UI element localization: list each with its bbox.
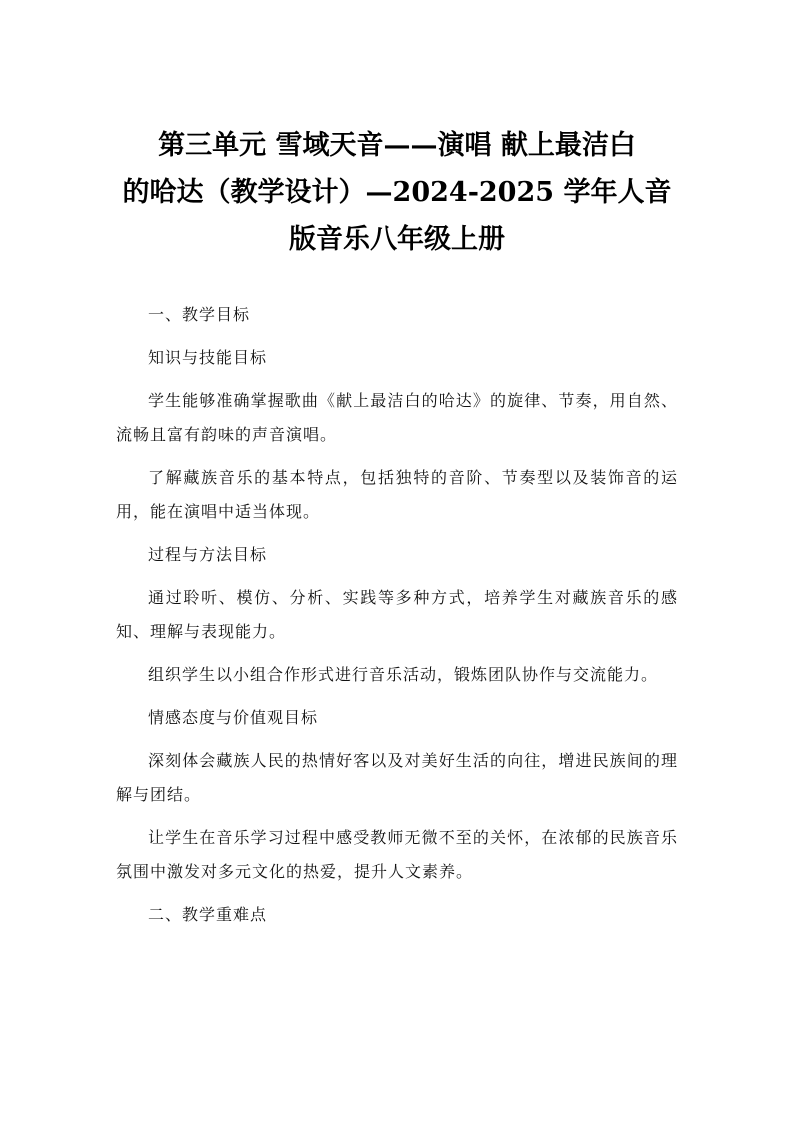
- subheading-emotion-values: 情感态度与价值观目标: [148, 708, 319, 727]
- paragraph-emotion-2: 让学生在音乐学习过程中感受教师无微不至的关怀，在浓郁的民族音乐氛围中激发对多元文化的热爱，提升人文素养。: [116, 828, 678, 881]
- spacer: [116, 452, 678, 461]
- spacer: [116, 572, 678, 581]
- paragraph-knowledge-1: 学生能够准确掌握歌曲《献上最洁白的哈达》的旋律、节奏，用自然、流畅且富有韵味的声音演唱。: [116, 391, 678, 444]
- spacer: [116, 735, 678, 744]
- spacer: [116, 375, 678, 384]
- subheading-knowledge-skills: 知识与技能目标: [148, 348, 268, 367]
- spacer: [116, 649, 678, 658]
- spacer: [116, 332, 678, 341]
- title-line-1: 第三单元 雪域天音——演唱 献上最洁白: [158, 130, 636, 161]
- paragraph-process-1: 通过聆听、模仿、分析、实践等多种方式，培养学生对藏族音乐的感知、理解与表现能力。: [116, 588, 678, 641]
- document-title: [110, 122, 684, 263]
- section-heading-teaching-goals: 一、教学目标: [148, 305, 251, 324]
- paragraph-knowledge-2: 了解藏族音乐的基本特点，包括独特的音阶、节奏型以及装饰音的运用，能在演唱中适当体现。: [116, 468, 678, 521]
- spacer: [116, 692, 678, 701]
- spacer: [116, 812, 678, 821]
- paragraph-process-2: 组织学生以小组合作形式进行音乐活动，锻炼团队协作与交流能力。: [148, 665, 659, 684]
- subheading-process-methods: 过程与方法目标: [148, 545, 268, 564]
- title-line-2: 的哈达（教学设计）—2024-2025 学年人音: [122, 177, 672, 208]
- spacer: [116, 889, 678, 898]
- paragraph-emotion-1: 深刻体会藏族人民的热情好客以及对美好生活的向往，增进民族间的理解与团结。: [116, 751, 678, 804]
- document-body: [116, 298, 678, 932]
- section-heading-key-difficult-points: 二、教学重难点: [148, 905, 268, 924]
- spacer: [116, 529, 678, 538]
- title-line-3: 版音乐八年级上册: [289, 224, 505, 255]
